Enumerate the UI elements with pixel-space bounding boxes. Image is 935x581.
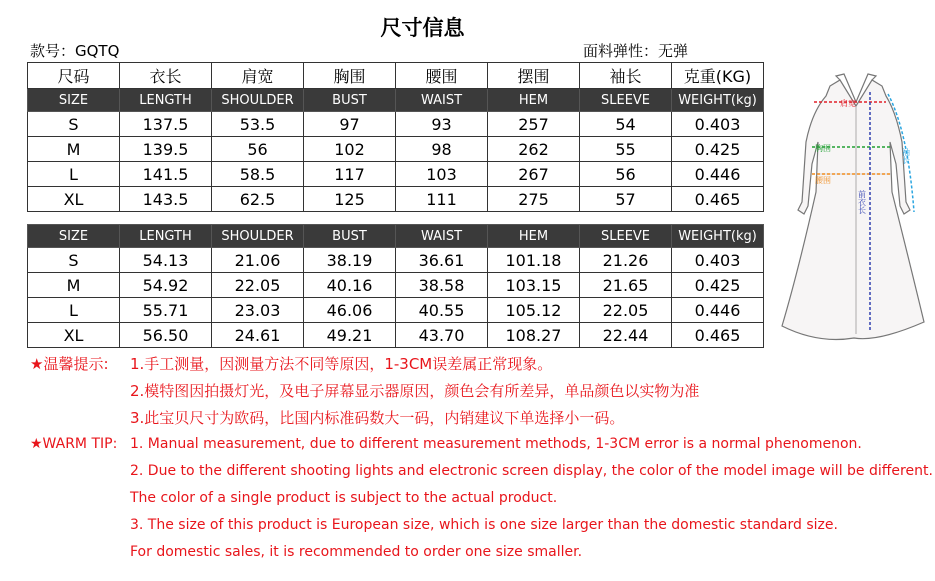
- table-cell: 117: [304, 162, 396, 187]
- table-cell: 胸围: [304, 63, 396, 89]
- table-cell: 101.18: [488, 248, 580, 273]
- table-cell: LENGTH: [120, 89, 212, 112]
- table-cell: 267: [488, 162, 580, 187]
- table-row: [28, 273, 764, 298]
- table-cell: 105.12: [488, 298, 580, 323]
- table-cell: WAIST: [396, 89, 488, 112]
- fabric-elasticity: 面料弹性：无弹: [583, 42, 689, 60]
- table-cell: M: [28, 137, 120, 162]
- table-cell: 108.27: [488, 323, 580, 348]
- table-cell: 141.5: [120, 162, 212, 187]
- table-cell: SIZE: [28, 225, 120, 248]
- header-row-en: [28, 89, 764, 112]
- table-cell: LENGTH: [120, 225, 212, 248]
- tip-cn-line: 2.模特图因拍摄灯光，及电子屏幕显示器原因，颜色会有所差异，单品颜色以实物为准: [130, 382, 700, 400]
- bust-label: 胸围: [815, 144, 831, 153]
- header-row-en: [28, 225, 764, 248]
- table-cell: 21.06: [212, 248, 304, 273]
- table-cell: 46.06: [304, 298, 396, 323]
- front-length-label: 前衣长: [857, 190, 867, 214]
- table-cell: 0.465: [672, 323, 764, 348]
- table-cell: 103: [396, 162, 488, 187]
- table-row: [28, 187, 764, 212]
- dress-measurement-diagram: [778, 72, 928, 342]
- table-cell: 40.55: [396, 298, 488, 323]
- table-cell: 23.03: [212, 298, 304, 323]
- table-cell: BUST: [304, 89, 396, 112]
- table-cell: 58.5: [212, 162, 304, 187]
- table-cell: 肩宽: [212, 63, 304, 89]
- table-cell: 21.26: [580, 248, 672, 273]
- table-cell: 0.446: [672, 298, 764, 323]
- table-cell: 0.425: [672, 137, 764, 162]
- table-row: [28, 323, 764, 348]
- size-table-inch: [27, 224, 764, 348]
- table-cell: L: [28, 162, 120, 187]
- table-cell: WAIST: [396, 225, 488, 248]
- table-cell: 0.425: [672, 273, 764, 298]
- table-cell: 22.44: [580, 323, 672, 348]
- table-cell: 36.61: [396, 248, 488, 273]
- table-cell: M: [28, 273, 120, 298]
- size-table-cm: [27, 62, 764, 212]
- table-cell: XL: [28, 187, 120, 212]
- table-cell: 54.92: [120, 273, 212, 298]
- table-cell: SHOULDER: [212, 225, 304, 248]
- sleeve-label: 袖长: [901, 148, 911, 164]
- table-cell: S: [28, 248, 120, 273]
- table-cell: WEIGHT(kg): [672, 225, 764, 248]
- table-cell: 139.5: [120, 137, 212, 162]
- table-cell: 克重(KG): [672, 63, 764, 89]
- table-cell: 62.5: [212, 187, 304, 212]
- table-cell: SHOULDER: [212, 89, 304, 112]
- table-cell: 38.58: [396, 273, 488, 298]
- table-cell: 40.16: [304, 273, 396, 298]
- table-cell: 98: [396, 137, 488, 162]
- table-cell: 262: [488, 137, 580, 162]
- table-cell: 腰围: [396, 63, 488, 89]
- table-cell: L: [28, 298, 120, 323]
- tips-en-label: ★WARM TIP:: [30, 436, 118, 452]
- waist-label: 腰围: [815, 176, 831, 185]
- table-cell: 22.05: [580, 298, 672, 323]
- tip-cn-line: 3.此宝贝尺寸为欧码，比国内标准码数大一码，内销建议下单选择小一码。: [130, 409, 625, 427]
- table-cell: 尺码: [28, 63, 120, 89]
- table-cell: 275: [488, 187, 580, 212]
- tip-en-line: 1. Manual measurement, due to different measurement methods, 1-3CM error is a normal phenomenon.: [130, 436, 862, 452]
- table-cell: 103.15: [488, 273, 580, 298]
- table-cell: 55: [580, 137, 672, 162]
- table-cell: 111: [396, 187, 488, 212]
- table-cell: SLEEVE: [580, 89, 672, 112]
- table-cell: 24.61: [212, 323, 304, 348]
- table-cell: 22.05: [212, 273, 304, 298]
- table-cell: 0.403: [672, 112, 764, 137]
- table-cell: HEM: [488, 89, 580, 112]
- tip-en-line: 3. The size of this product is European size, which is one size larger than the domestic standard size.: [130, 517, 838, 533]
- table-cell: 袖长: [580, 63, 672, 89]
- table-cell: 102: [304, 137, 396, 162]
- table-cell: HEM: [488, 225, 580, 248]
- header-row-cn: [28, 63, 764, 89]
- table-cell: 0.446: [672, 162, 764, 187]
- table-cell: 衣长: [120, 63, 212, 89]
- tips-cn-label: ★温馨提示:: [30, 355, 109, 373]
- table-cell: 137.5: [120, 112, 212, 137]
- table-cell: 143.5: [120, 187, 212, 212]
- table-row: [28, 137, 764, 162]
- table-row: [28, 248, 764, 273]
- table-row: [28, 112, 764, 137]
- table-cell: 49.21: [304, 323, 396, 348]
- shoulder-label: 肩宽: [840, 99, 856, 108]
- table-cell: 21.65: [580, 273, 672, 298]
- table-row: [28, 298, 764, 323]
- table-cell: 54.13: [120, 248, 212, 273]
- table-cell: WEIGHT(kg): [672, 89, 764, 112]
- tip-en-line: 2. Due to the different shooting lights and electronic screen display, the color of the model image will be different.: [130, 463, 933, 479]
- table-cell: S: [28, 112, 120, 137]
- table-cell: 摆围: [488, 63, 580, 89]
- table-cell: 56.50: [120, 323, 212, 348]
- tip-en-line: The color of a single product is subject to the actual product.: [130, 490, 558, 506]
- table-cell: 0.465: [672, 187, 764, 212]
- dress-outline: [782, 74, 924, 340]
- table-cell: 0.403: [672, 248, 764, 273]
- table-cell: SIZE: [28, 89, 120, 112]
- table-cell: 55.71: [120, 298, 212, 323]
- tip-en-line: For domestic sales, it is recommended to order one size smaller.: [130, 544, 583, 560]
- table-cell: 56: [212, 137, 304, 162]
- table-row: [28, 162, 764, 187]
- table-cell: 38.19: [304, 248, 396, 273]
- table-cell: 56: [580, 162, 672, 187]
- table-cell: 43.70: [396, 323, 488, 348]
- tip-cn-line: 1.手工测量，因测量方法不同等原因，1-3CM误差属正常现象。: [130, 355, 553, 373]
- table-cell: 53.5: [212, 112, 304, 137]
- table-cell: 97: [304, 112, 396, 137]
- style-number: 款号：GQTQ: [30, 42, 120, 60]
- table-cell: XL: [28, 323, 120, 348]
- page-title: 尺寸信息: [380, 16, 465, 40]
- table-cell: SLEEVE: [580, 225, 672, 248]
- table-cell: 57: [580, 187, 672, 212]
- table-cell: 54: [580, 112, 672, 137]
- table-cell: 125: [304, 187, 396, 212]
- table-cell: 257: [488, 112, 580, 137]
- table-cell: 93: [396, 112, 488, 137]
- table-cell: BUST: [304, 225, 396, 248]
